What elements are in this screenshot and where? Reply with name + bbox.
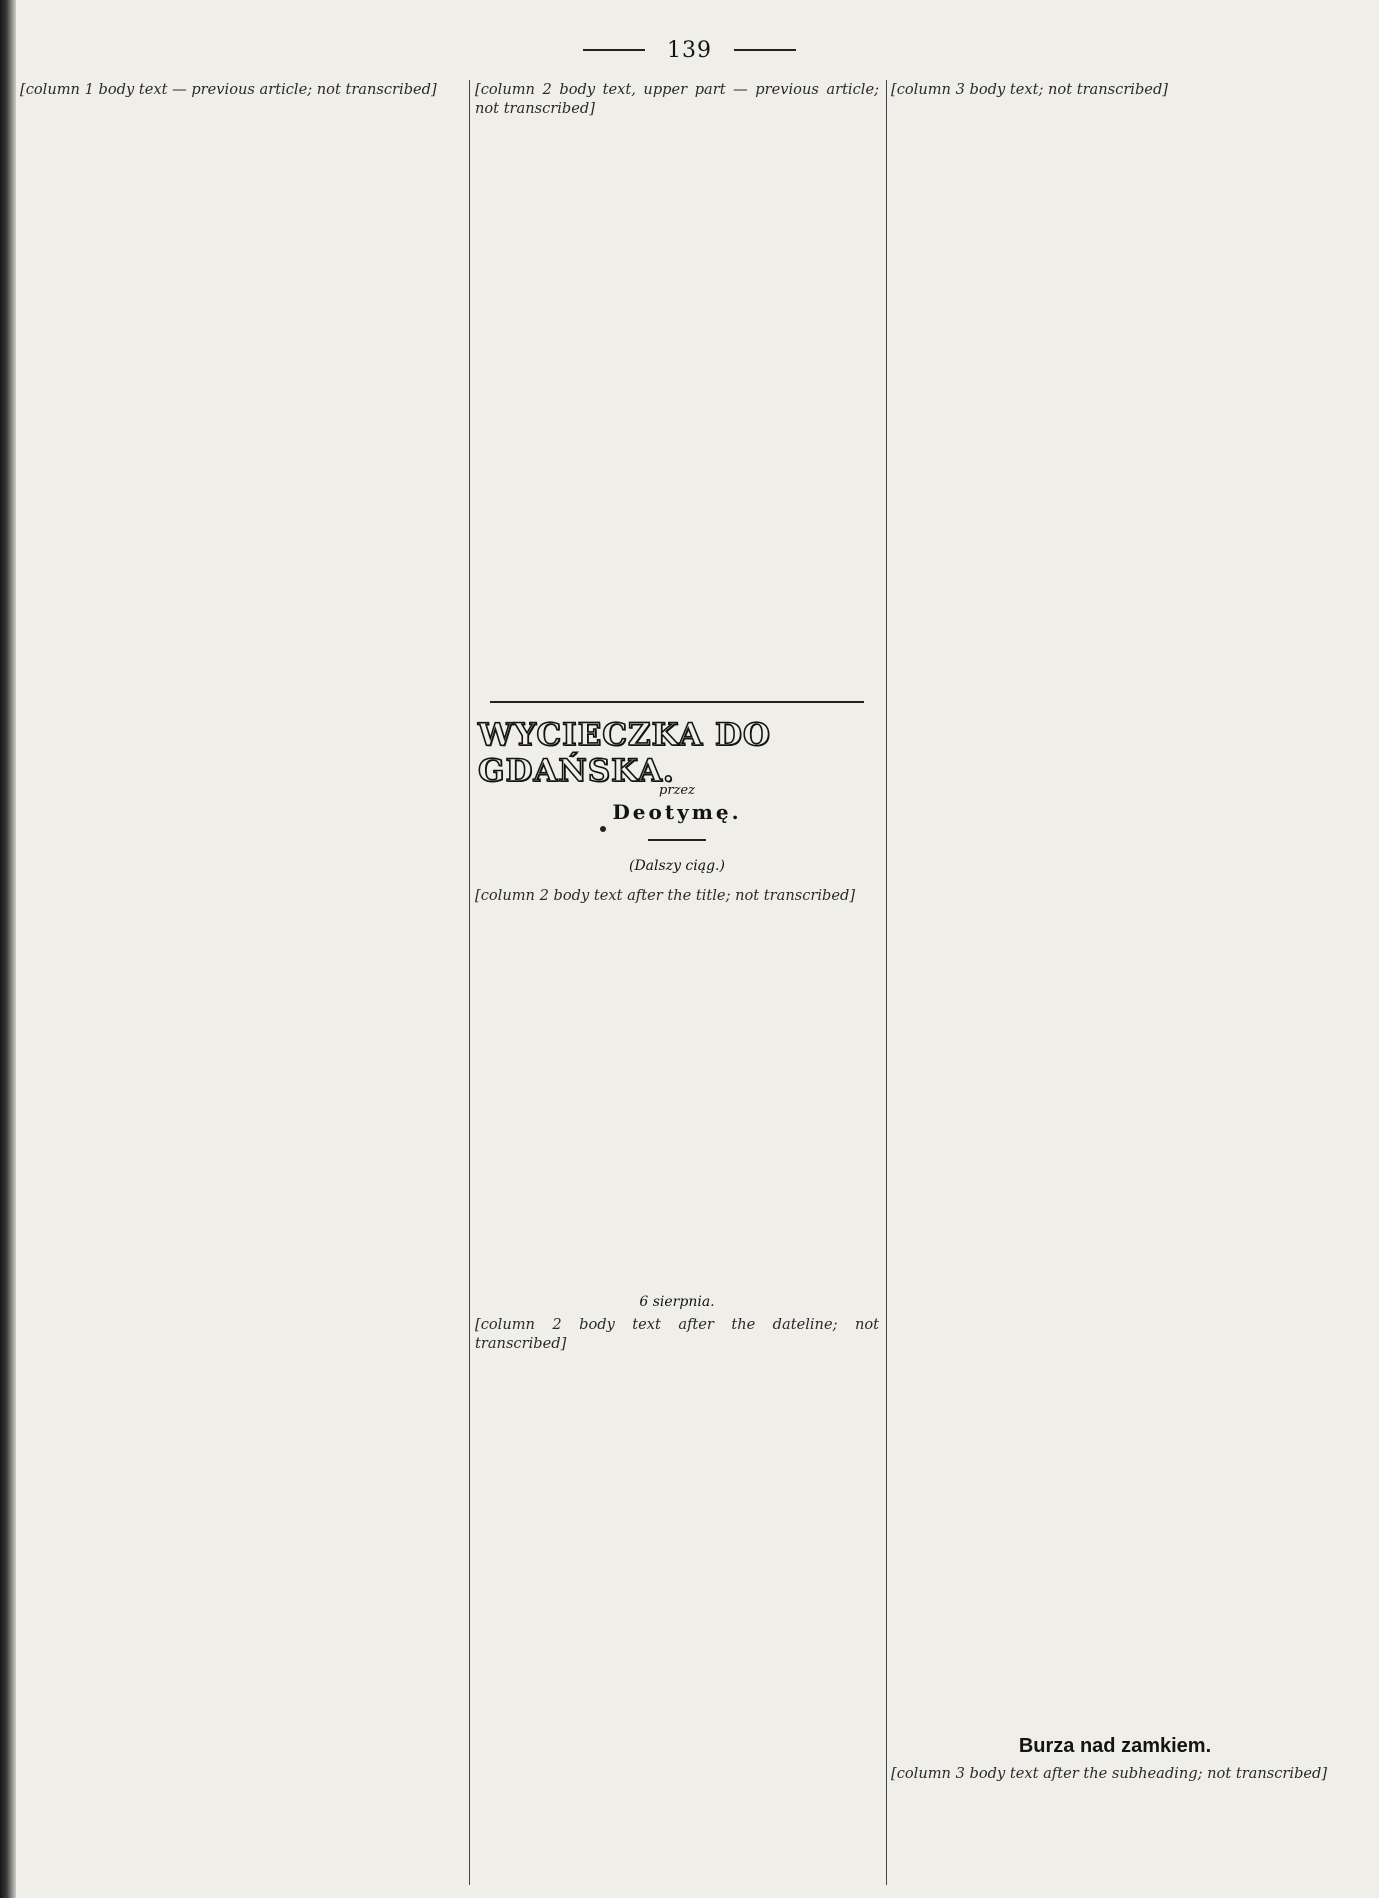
column-rule-2 bbox=[886, 80, 887, 1885]
column-2-after-dateline bbox=[475, 1315, 879, 1885]
column-2-after-title-text: [column 2 body text after the title; not transcribed] bbox=[475, 887, 856, 904]
continued-note: (Dalszy ciąg.) bbox=[629, 858, 725, 874]
column-3-after-subheading-text: [column 3 body text after the subheading; not transcribed] bbox=[891, 1765, 1328, 1782]
article-title-box bbox=[478, 717, 876, 789]
column-1 bbox=[20, 80, 466, 1880]
page-number: 139 bbox=[667, 37, 712, 63]
byline-preposition: przez bbox=[659, 783, 695, 798]
column-3-text: [column 3 body text; not transcribed] bbox=[891, 81, 1168, 98]
byline-author: Deotymę. bbox=[612, 800, 742, 824]
page-header bbox=[0, 30, 1379, 70]
column-2-top-text: [column 2 body text, upper part — previous article; not transcribed] bbox=[475, 81, 879, 118]
binding-edge bbox=[0, 0, 16, 1898]
section-subheading: Burza nad zamkiem. bbox=[1018, 1735, 1212, 1757]
column-2-top bbox=[475, 80, 879, 690]
article-title: WYCIECZKA DO GDAŃSKA. bbox=[478, 717, 771, 789]
column-rule-1 bbox=[469, 80, 470, 1885]
byline-rule bbox=[648, 839, 706, 841]
article-separator bbox=[490, 701, 864, 703]
column-2-after-dateline-text: [column 2 body text after the dateline; not transcribed] bbox=[475, 1316, 879, 1353]
column-1-text: [column 1 body text — previous article; not transcribed] bbox=[20, 81, 437, 98]
ornament-dot bbox=[600, 826, 606, 832]
page-number-rule-left bbox=[583, 49, 645, 51]
column-3 bbox=[891, 80, 1339, 1725]
column-2-after-title bbox=[475, 886, 879, 1286]
dateline: 6 sierpnia. bbox=[639, 1294, 715, 1310]
page-number-rule-right bbox=[734, 49, 796, 51]
column-3-after-subheading bbox=[891, 1764, 1339, 1884]
